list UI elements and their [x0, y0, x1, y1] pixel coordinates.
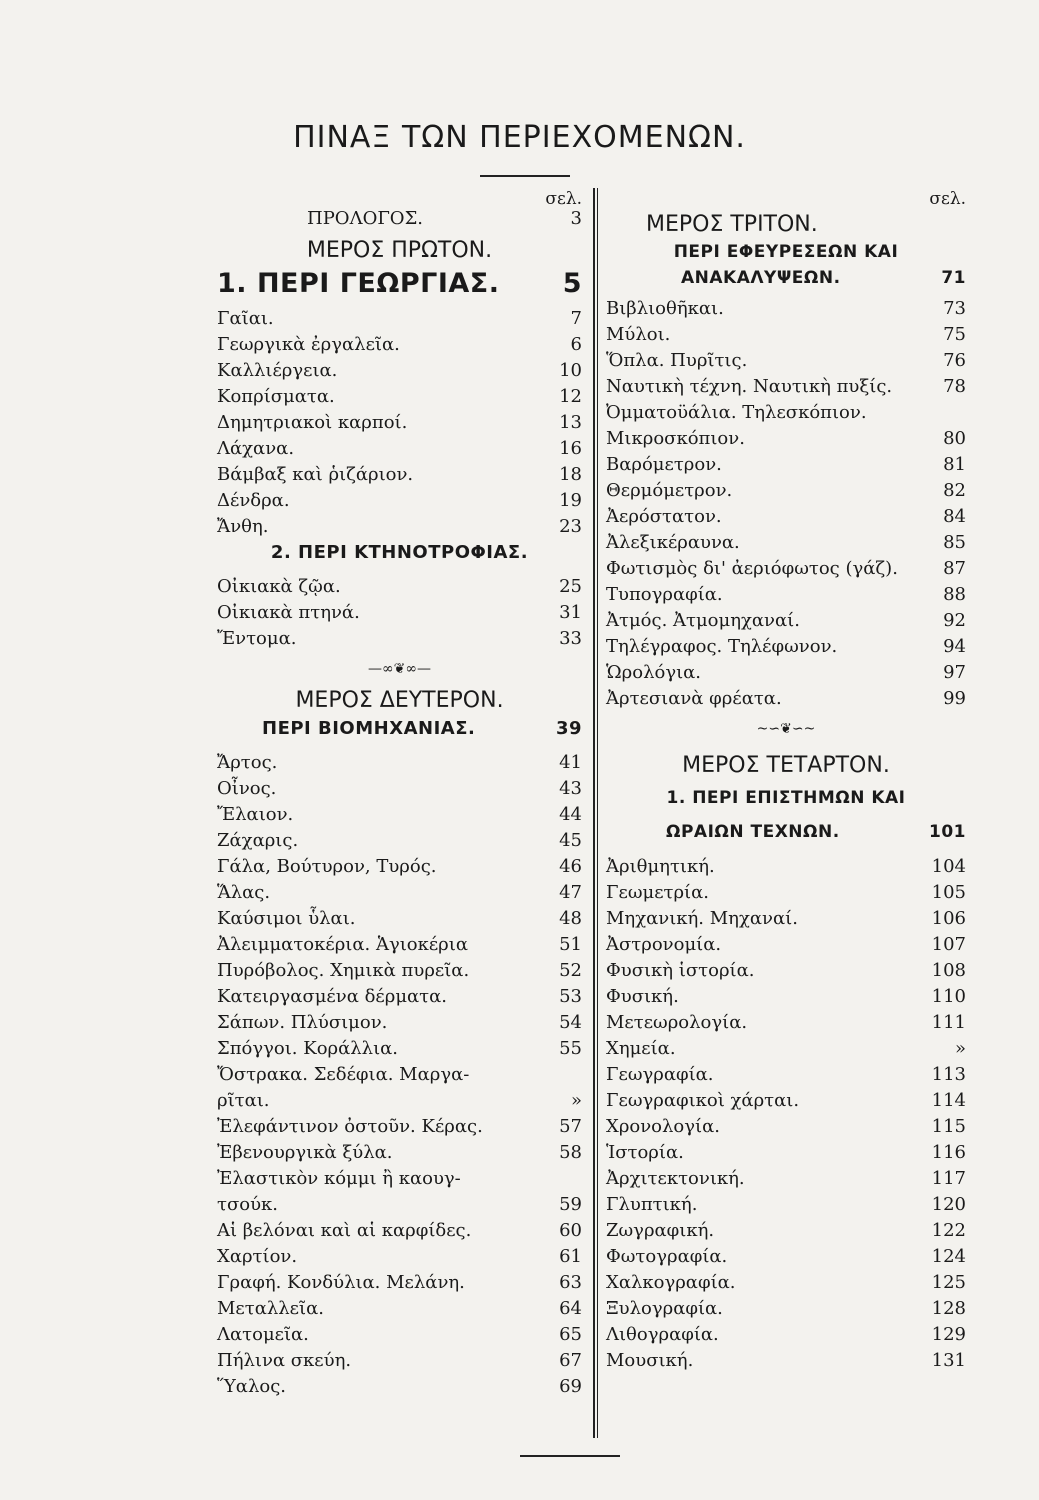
title-rule: [480, 175, 570, 177]
chapter-title: 2. ΠΕΡΙ ΚΤΗΝΟΤΡΟΦΙΑΣ.: [270, 542, 529, 563]
chapter-title: ΩΡΑΙΩΝ ΤΕΧΝΩΝ.: [666, 822, 840, 842]
toc-entry-page: 41: [559, 752, 582, 773]
chapter-heading: [217, 542, 582, 576]
toc-entry-label: Κατειργασμένα δέρματα.: [217, 986, 448, 1007]
toc-entry-page: 67: [559, 1350, 582, 1371]
toc-entry: [606, 960, 966, 986]
toc-entry-page: 7: [570, 308, 582, 329]
toc-entry: [217, 412, 582, 438]
toc-entry-page: 124: [931, 1246, 966, 1267]
toc-entry-label: Αἱ βελόναι καὶ αἱ καρφίδες.: [217, 1220, 472, 1241]
toc-entry-page: 48: [559, 908, 582, 929]
toc-entry-label: Γεωργικὰ ἐργαλεῖα.: [217, 334, 400, 355]
toc-entry-page: 111: [931, 1012, 966, 1033]
toc-entry: [606, 610, 966, 636]
toc-entry: [606, 584, 966, 610]
toc-entry-page: 99: [943, 688, 966, 709]
toc-entry: [217, 308, 582, 334]
toc-entry-label: Ὀμματοϋάλια. Τηλεσκόπιον.: [606, 402, 867, 423]
toc-entry-page: 47: [559, 882, 582, 903]
toc-entry: [606, 934, 966, 960]
toc-entry: [606, 1012, 966, 1038]
part-heading: [606, 744, 966, 788]
column-divider: [593, 188, 595, 1438]
toc-entry: [606, 1220, 966, 1246]
chapter-heading: [217, 268, 582, 308]
toc-entry-page: 117: [931, 1168, 966, 1189]
toc-entry-label: Ζωγραφική.: [606, 1220, 715, 1241]
toc-entry: [217, 1012, 582, 1038]
toc-entry: [606, 882, 966, 908]
chapter-title: 1. ΠΕΡΙ ΓΕΩΡΓΙΑΣ.: [217, 268, 500, 299]
toc-entry-label: Ἐλαστικὸν κόμμι ἢ καουγ-: [217, 1168, 461, 1189]
ornament-divider: —∞❦∞—: [367, 661, 432, 677]
chapter1-list: [217, 308, 582, 542]
part-heading: [217, 684, 582, 718]
toc-entry: [606, 1272, 966, 1298]
toc-entry-label: Ἀρτεσιανὰ φρέατα.: [606, 688, 782, 709]
toc-entry-page: 58: [559, 1142, 582, 1163]
toc-entry-label: Καλλιέργεια.: [217, 360, 338, 381]
toc-entry: [606, 1350, 966, 1376]
page-column-header: σελ.: [545, 189, 582, 209]
toc-entry-page: 23: [559, 516, 582, 537]
prologue-label: ΠΡΟΛΟΓΟΣ.: [307, 208, 424, 229]
toc-entry-page: 57: [559, 1116, 582, 1137]
toc-entry: [217, 360, 582, 386]
right-column: [606, 190, 966, 1376]
toc-entry: [217, 628, 582, 654]
toc-entry-page: 80: [943, 428, 966, 449]
toc-entry: [606, 454, 966, 480]
toc-entry-page: 63: [559, 1272, 582, 1293]
toc-entry-label: Γεωμετρία.: [606, 882, 709, 903]
toc-entry-page: 88: [943, 584, 966, 605]
toc-entry: [217, 602, 582, 628]
toc-entry: [217, 334, 582, 360]
toc-entry-label: Ἀτμός. Ἀτμομηχαναί.: [606, 610, 800, 631]
chapter-page: 71: [941, 268, 966, 288]
toc-entry-page: 97: [943, 662, 966, 683]
toc-entry-label: Βιβλιοθῆκαι.: [606, 298, 724, 319]
toc-entry: [217, 516, 582, 542]
toc-entry: [217, 438, 582, 464]
toc-entry-label: Πήλινα σκεύη.: [217, 1350, 352, 1371]
toc-entry-label: Χρονολογία.: [606, 1116, 720, 1137]
toc-entry: [606, 1090, 966, 1116]
toc-entry-label: Φυσική.: [606, 986, 679, 1007]
toc-entry-page: 55: [559, 1038, 582, 1059]
toc-entry: [606, 1038, 966, 1064]
toc-entry-page: »: [570, 1090, 582, 1111]
toc-entry-page: 52: [559, 960, 582, 981]
chapter-heading-line2: [606, 822, 966, 856]
toc-entry-label: Χαλκογραφία.: [606, 1272, 736, 1293]
toc-entry-page: 45: [559, 830, 582, 851]
prologue-entry: [217, 208, 582, 234]
toc-entry-label: Ἀερόστατον.: [606, 506, 722, 527]
toc-entry-label: Ἔντομα.: [217, 628, 297, 649]
toc-entry-page: 87: [943, 558, 966, 579]
toc-entry-page: 60: [559, 1220, 582, 1241]
toc-entry: [606, 480, 966, 506]
toc-entry: [606, 532, 966, 558]
toc-entry-label: Γαῖαι.: [217, 308, 274, 329]
toc-entry-page: 51: [559, 934, 582, 955]
chapter-title: 1. ΠΕΡΙ ΕΠΙΣΤΗΜΩΝ ΚΑΙ: [666, 788, 906, 808]
toc-entry: [606, 558, 966, 584]
toc-entry-page: 73: [943, 298, 966, 319]
toc-entry: [217, 1064, 582, 1090]
toc-entry-page: 33: [559, 628, 582, 649]
ornament-divider: ~∽❦∽~: [756, 721, 816, 737]
toc-entry-label: Μηχανική. Μηχαναί.: [606, 908, 798, 929]
toc-entry-label: Γλυπτική.: [606, 1194, 698, 1215]
toc-entry: [217, 986, 582, 1012]
toc-entry: [217, 856, 582, 882]
toc-entry-page: 108: [931, 960, 966, 981]
toc-entry-label: Δένδρα.: [217, 490, 290, 511]
toc-entry: [217, 804, 582, 830]
toc-entry-label: Φυσικὴ ἱστορία.: [606, 960, 755, 981]
toc-entry-label: Ἐβενουργικὰ ξύλα.: [217, 1142, 393, 1163]
toc-entry-label: Ἀλειμματοκέρια. Ἁγιοκέρια: [217, 934, 468, 955]
toc-entry-label: Μύλοι.: [606, 324, 671, 345]
toc-entry-label: Ἀρχιτεκτονική.: [606, 1168, 745, 1189]
toc-entry-label: Οἰκιακὰ ζῷα.: [217, 576, 341, 597]
toc-entry: [217, 1090, 582, 1116]
toc-entry-page: 81: [943, 454, 966, 475]
chapter-heading-line2: [606, 268, 966, 298]
toc-entry-label: Ζάχαρις.: [217, 830, 299, 851]
part-title: ΜΕΡΟΣ ΤΡΙΤΟΝ.: [646, 212, 818, 237]
toc-entry-label: Οἶνος.: [217, 778, 277, 799]
toc-entry-page: 78: [943, 376, 966, 397]
toc-entry-page: 115: [931, 1116, 966, 1137]
toc-entry-label: Σάπων. Πλύσιμον.: [217, 1012, 388, 1033]
toc-entry-page: 120: [931, 1194, 966, 1215]
toc-entry: [217, 1324, 582, 1350]
chapter2-list: [217, 576, 582, 654]
toc-entry-page: 16: [559, 438, 582, 459]
toc-entry-label: Λατομεῖα.: [217, 1324, 309, 1345]
toc-entry-page: 12: [559, 386, 582, 407]
toc-entry: [217, 464, 582, 490]
chapter3-list: [217, 752, 582, 1402]
toc-entry: [606, 856, 966, 882]
toc-entry-label: Γραφή. Κονδύλια. Μελάνη.: [217, 1272, 465, 1293]
toc-entry-label: Ἀριθμητική.: [606, 856, 715, 877]
toc-entry-label: Ὄστρακα. Σεδέφια. Μαργα-: [217, 1064, 470, 1085]
toc-entry-label: Φωτισμὸς δι' ἀεριόφωτος (γάζ).: [606, 558, 898, 579]
toc-entry-label: Τυπογραφία.: [606, 584, 723, 605]
toc-entry: [606, 428, 966, 454]
part-heading: [606, 208, 966, 242]
toc-entry-page: 59: [559, 1194, 582, 1215]
toc-entry-page: 43: [559, 778, 582, 799]
toc-entry-label: Ξυλογραφία.: [606, 1298, 723, 1319]
page-column-header: σελ.: [929, 189, 966, 209]
part-title: ΜΕΡΟΣ ΤΕΤΑΡΤΟΝ.: [682, 753, 890, 778]
toc-entry: [217, 1168, 582, 1194]
toc-entry-page: 94: [943, 636, 966, 657]
toc-entry-label: Γεωγραφικοὶ χάρται.: [606, 1090, 800, 1111]
toc-entry-label: Μικροσκόπιον.: [606, 428, 745, 449]
toc-entry: [606, 662, 966, 688]
page-title: ΠΙΝΑΞ ΤΩΝ ΠΕΡΙΕΧΟΜΕΝΩΝ.: [293, 120, 746, 155]
chapter-page: 5: [562, 268, 582, 299]
toc-entry: [217, 830, 582, 856]
toc-entry-label: Μουσική.: [606, 1350, 694, 1371]
part-title: ΜΕΡΟΣ ΔΕΥΤΕΡΟΝ.: [295, 688, 504, 713]
toc-entry-label: Ναυτικὴ τέχνη. Ναυτικὴ πυξίς.: [606, 376, 893, 397]
chapter-heading: [217, 718, 582, 752]
toc-entry-page: 128: [931, 1298, 966, 1319]
toc-entry: [217, 1298, 582, 1324]
toc-entry-label: Οἰκιακὰ πτηνά.: [217, 602, 360, 623]
bottom-rule: [520, 1455, 620, 1457]
toc-entry: [217, 1350, 582, 1376]
toc-entry-label: Ὅπλα. Πυρῖτις.: [606, 350, 748, 371]
toc-entry-page: 44: [559, 804, 582, 825]
toc-entry: [606, 1324, 966, 1350]
left-column: [217, 190, 582, 1402]
toc-entry-label: Ὕαλος.: [217, 1376, 286, 1397]
toc-entry-label: Βαρόμετρον.: [606, 454, 722, 475]
toc-entry-page: 10: [559, 360, 582, 381]
toc-entry-page: 13: [559, 412, 582, 433]
toc-entry-label: Ἅλας.: [217, 882, 271, 903]
chapter-page: 101: [929, 822, 966, 842]
toc-entry-page: 131: [931, 1350, 966, 1371]
toc-entry-page: 6: [570, 334, 582, 355]
toc-entry-page: 82: [943, 480, 966, 501]
toc-entry-page: 31: [559, 602, 582, 623]
toc-entry-label: Μετεωρολογία.: [606, 1012, 748, 1033]
toc-entry: [217, 1220, 582, 1246]
chapter-title: ΠΕΡΙ ΕΦΕΥΡΕΣΕΩΝ ΚΑΙ: [673, 242, 899, 262]
toc-entry: [217, 1142, 582, 1168]
toc-entry-page: 106: [931, 908, 966, 929]
toc-entry-page: 25: [559, 576, 582, 597]
toc-entry-page: 107: [931, 934, 966, 955]
toc-entry: [606, 1064, 966, 1090]
toc-entry: [217, 908, 582, 934]
toc-entry-page: 64: [559, 1298, 582, 1319]
toc-entry-label: Σπόγγοι. Κοράλλια.: [217, 1038, 399, 1059]
toc-entry: [606, 298, 966, 324]
toc-entry-page: 116: [931, 1142, 966, 1163]
toc-entry-page: 92: [943, 610, 966, 631]
toc-entry-label: Λάχανα.: [217, 438, 295, 459]
part-heading: [217, 234, 582, 268]
toc-entry: [606, 402, 966, 428]
toc-entry-page: 65: [559, 1324, 582, 1345]
toc-entry: [217, 752, 582, 778]
toc-entry: [217, 1376, 582, 1402]
toc-entry: [217, 1194, 582, 1220]
toc-entry-label: Πυρόβολος. Χημικὰ πυρεῖα.: [217, 960, 470, 981]
toc-entry-page: 129: [931, 1324, 966, 1345]
chapter-title: ΑΝΑΚΑΛΥΨΕΩΝ.: [681, 268, 841, 288]
toc-entry: [606, 350, 966, 376]
toc-entry: [606, 376, 966, 402]
toc-entry-label: Χαρτίον.: [217, 1246, 298, 1267]
chapter4-list: [606, 298, 966, 714]
toc-entry: [217, 1038, 582, 1064]
toc-entry-label: Ἄρτος.: [217, 752, 278, 773]
toc-entry-label: Ἄνθη.: [217, 516, 269, 537]
toc-entry-label: Καύσιμοι ὗλαι.: [217, 908, 356, 929]
chapter-page: 39: [555, 718, 582, 739]
toc-entry: [217, 882, 582, 908]
toc-entry: [606, 688, 966, 714]
toc-entry-page: 122: [931, 1220, 966, 1241]
toc-entry-label: Γεωγραφία.: [606, 1064, 714, 1085]
toc-entry-label: Μεταλλεῖα.: [217, 1298, 324, 1319]
toc-entry: [606, 1142, 966, 1168]
toc-entry-label: Δημητριακοὶ καρποί.: [217, 412, 408, 433]
toc-entry-label: Γάλα, Βούτυρον, Τυρός.: [217, 856, 437, 877]
toc-entry-label: Ἔλαιον.: [217, 804, 294, 825]
toc-entry: [217, 490, 582, 516]
toc-entry: [217, 960, 582, 986]
toc-entry: [606, 1194, 966, 1220]
toc-entry: [217, 934, 582, 960]
toc-entry-page: 69: [559, 1376, 582, 1397]
toc-entry-page: 46: [559, 856, 582, 877]
prologue-page: 3: [570, 208, 582, 229]
toc-entry-page: 85: [943, 532, 966, 553]
toc-entry-page: 18: [559, 464, 582, 485]
toc-entry-label: Ἀστρονομία.: [606, 934, 722, 955]
toc-entry-page: 75: [943, 324, 966, 345]
toc-entry: [217, 1116, 582, 1142]
toc-entry-page: 76: [943, 350, 966, 371]
toc-entry: [606, 908, 966, 934]
toc-entry-page: 84: [943, 506, 966, 527]
toc-entry: [606, 1246, 966, 1272]
toc-entry: [606, 1298, 966, 1324]
toc-entry: [606, 1168, 966, 1194]
toc-entry-label: Ἱστορία.: [606, 1142, 684, 1163]
toc-entry: [217, 576, 582, 602]
toc-entry-page: 19: [559, 490, 582, 511]
toc-entry-page: 113: [931, 1064, 966, 1085]
toc-entry: [217, 778, 582, 804]
part-title: ΜΕΡΟΣ ΠΡΩΤΟΝ.: [306, 238, 493, 263]
toc-entry: [217, 1246, 582, 1272]
toc-entry-label: Ἐλεφάντινον ὀστοῦν. Κέρας.: [217, 1116, 483, 1137]
toc-entry-label: τσούκ.: [217, 1194, 278, 1215]
toc-entry-label: Τηλέγραφος. Τηλέφωνον.: [606, 636, 838, 657]
toc-entry-label: Λιθογραφία.: [606, 1324, 719, 1345]
toc-entry-page: 110: [931, 986, 966, 1007]
toc-entry-page: 114: [931, 1090, 966, 1111]
toc-entry-label: Κοπρίσματα.: [217, 386, 335, 407]
toc-entry: [606, 324, 966, 350]
toc-entry-page: »: [954, 1038, 966, 1059]
toc-entry-label: Φωτογραφία.: [606, 1246, 728, 1267]
toc-entry-label: Θερμόμετρον.: [606, 480, 733, 501]
toc-entry-label: Βάμβαξ καὶ ῥιζάριον.: [217, 464, 414, 485]
chapter5-list: [606, 856, 966, 1376]
toc-entry: [217, 386, 582, 412]
toc-entry-page: 104: [931, 856, 966, 877]
toc-entry-label: ρῖται.: [217, 1090, 270, 1111]
chapter-heading-line1: [606, 242, 966, 268]
chapter-heading-line1: [606, 788, 966, 822]
chapter-title: ΠΕΡΙ ΒΙΟΜΗΧΑΝΙΑΣ.: [262, 718, 476, 739]
toc-entry-label: Ἀλεξικέραυνα.: [606, 532, 740, 553]
toc-entry-page: 61: [559, 1246, 582, 1267]
toc-entry: [606, 636, 966, 662]
toc-entry-page: 53: [559, 986, 582, 1007]
column-divider-inner: [597, 188, 598, 1438]
toc-entry: [217, 1272, 582, 1298]
toc-entry: [606, 1116, 966, 1142]
toc-entry-page: 105: [931, 882, 966, 903]
toc-entry-page: 125: [931, 1272, 966, 1293]
toc-entry-label: Ὡρολόγια.: [606, 662, 702, 683]
toc-entry-label: Χημεία.: [606, 1038, 676, 1059]
toc-entry: [606, 986, 966, 1012]
toc-entry: [606, 506, 966, 532]
toc-entry-page: 54: [559, 1012, 582, 1033]
